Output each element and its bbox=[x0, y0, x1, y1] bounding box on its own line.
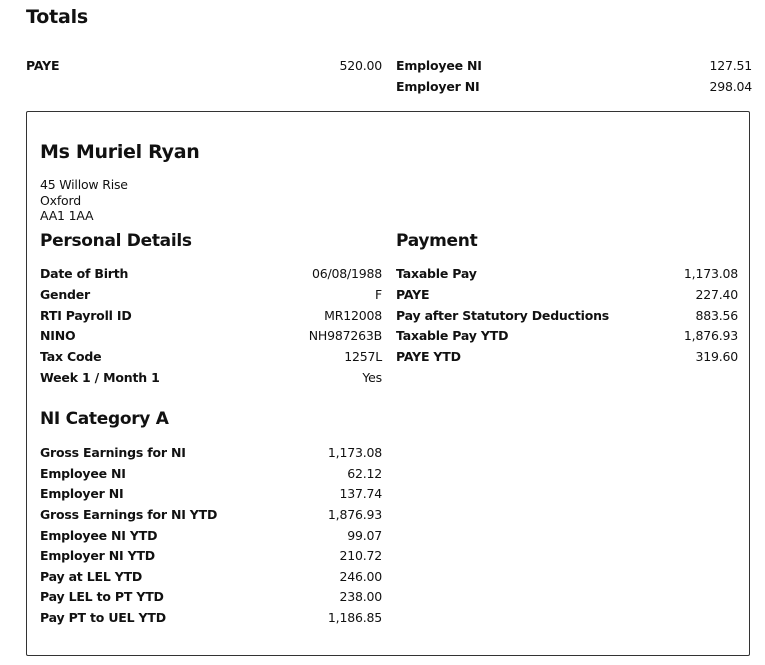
totals-employer-ni-label: Employer NI bbox=[396, 79, 480, 94]
personal-row bbox=[40, 264, 382, 284]
ni-row-label: Pay LEL to PT YTD bbox=[40, 589, 164, 604]
ni-row-label: Pay at LEL YTD bbox=[40, 569, 143, 584]
payment-row-value: 319.60 bbox=[695, 349, 738, 364]
personal-row bbox=[40, 306, 382, 326]
ni-row-label: Gross Earnings for NI YTD bbox=[40, 507, 218, 522]
address-line-2: Oxford bbox=[40, 193, 81, 208]
totals-paye-label: PAYE bbox=[26, 58, 60, 73]
payment-row-value: 1,876.93 bbox=[683, 328, 738, 343]
totals-heading: Totals bbox=[26, 6, 89, 28]
totals-employee-ni-row bbox=[396, 56, 752, 76]
totals-employer-ni-row bbox=[396, 77, 752, 97]
personal-row-label: Week 1 / Month 1 bbox=[40, 370, 160, 385]
personal-row-value: NH987263B bbox=[308, 328, 382, 343]
ni-row-value: 1,173.08 bbox=[327, 445, 382, 460]
totals-paye-row bbox=[26, 56, 382, 76]
payment-row-label: PAYE YTD bbox=[396, 349, 461, 364]
ni-category-heading: NI Category A bbox=[40, 409, 169, 429]
ni-row bbox=[40, 505, 382, 525]
payment-row-label: PAYE bbox=[396, 287, 430, 302]
ni-row bbox=[40, 546, 382, 566]
personal-details-heading: Personal Details bbox=[40, 231, 192, 251]
ni-row bbox=[40, 443, 382, 463]
totals-employer-ni-value: 298.04 bbox=[709, 79, 752, 94]
personal-row bbox=[40, 326, 382, 346]
personal-row-value: MR12008 bbox=[324, 308, 382, 323]
payment-row-label: Pay after Statutory Deductions bbox=[396, 308, 610, 323]
personal-row-value: Yes bbox=[362, 370, 382, 385]
ni-row-label: Employer NI YTD bbox=[40, 548, 155, 563]
totals-paye-value: 520.00 bbox=[339, 58, 382, 73]
ni-row bbox=[40, 464, 382, 484]
personal-row-label: RTI Payroll ID bbox=[40, 308, 132, 323]
ni-row-value: 99.07 bbox=[347, 528, 382, 543]
ni-row-label: Gross Earnings for NI bbox=[40, 445, 186, 460]
personal-row-value: 06/08/1988 bbox=[311, 266, 382, 281]
payment-row bbox=[396, 306, 738, 326]
ni-row bbox=[40, 567, 382, 587]
personal-row bbox=[40, 368, 382, 388]
payment-row-value: 227.40 bbox=[695, 287, 738, 302]
ni-row-label: Pay PT to UEL YTD bbox=[40, 610, 166, 625]
personal-row-value: F bbox=[375, 287, 382, 302]
personal-row-value: 1257L bbox=[344, 349, 382, 364]
ni-row bbox=[40, 608, 382, 628]
personal-row bbox=[40, 285, 382, 305]
payment-row bbox=[396, 285, 738, 305]
payment-row-label: Taxable Pay bbox=[396, 266, 477, 281]
ni-row bbox=[40, 484, 382, 504]
ni-row-label: Employee NI bbox=[40, 466, 126, 481]
ni-row-value: 1,186.85 bbox=[327, 610, 382, 625]
ni-row-label: Employer NI bbox=[40, 486, 124, 501]
address-line-1: 45 Willow Rise bbox=[40, 177, 128, 192]
ni-row-value: 62.12 bbox=[347, 466, 382, 481]
ni-row bbox=[40, 526, 382, 546]
personal-row bbox=[40, 347, 382, 367]
personal-row-label: Date of Birth bbox=[40, 266, 129, 281]
ni-row bbox=[40, 587, 382, 607]
ni-row-value: 137.74 bbox=[339, 486, 382, 501]
ni-row-value: 246.00 bbox=[339, 569, 382, 584]
ni-row-label: Employee NI YTD bbox=[40, 528, 158, 543]
payment-row bbox=[396, 264, 738, 284]
ni-row-value: 1,876.93 bbox=[327, 507, 382, 522]
employee-name: Ms Muriel Ryan bbox=[40, 141, 200, 163]
totals-employee-ni-label: Employee NI bbox=[396, 58, 482, 73]
address-line-3: AA1 1AA bbox=[40, 208, 94, 223]
payment-row-label: Taxable Pay YTD bbox=[396, 328, 509, 343]
ni-row-value: 210.72 bbox=[339, 548, 382, 563]
payment-row bbox=[396, 347, 738, 367]
ni-row-value: 238.00 bbox=[339, 589, 382, 604]
payment-row-value: 883.56 bbox=[695, 308, 738, 323]
personal-row-label: Tax Code bbox=[40, 349, 102, 364]
totals-employee-ni-value: 127.51 bbox=[709, 58, 752, 73]
payment-row bbox=[396, 326, 738, 346]
payment-row-value: 1,173.08 bbox=[683, 266, 738, 281]
personal-row-label: NINO bbox=[40, 328, 76, 343]
personal-row-label: Gender bbox=[40, 287, 91, 302]
payment-heading: Payment bbox=[396, 231, 478, 251]
